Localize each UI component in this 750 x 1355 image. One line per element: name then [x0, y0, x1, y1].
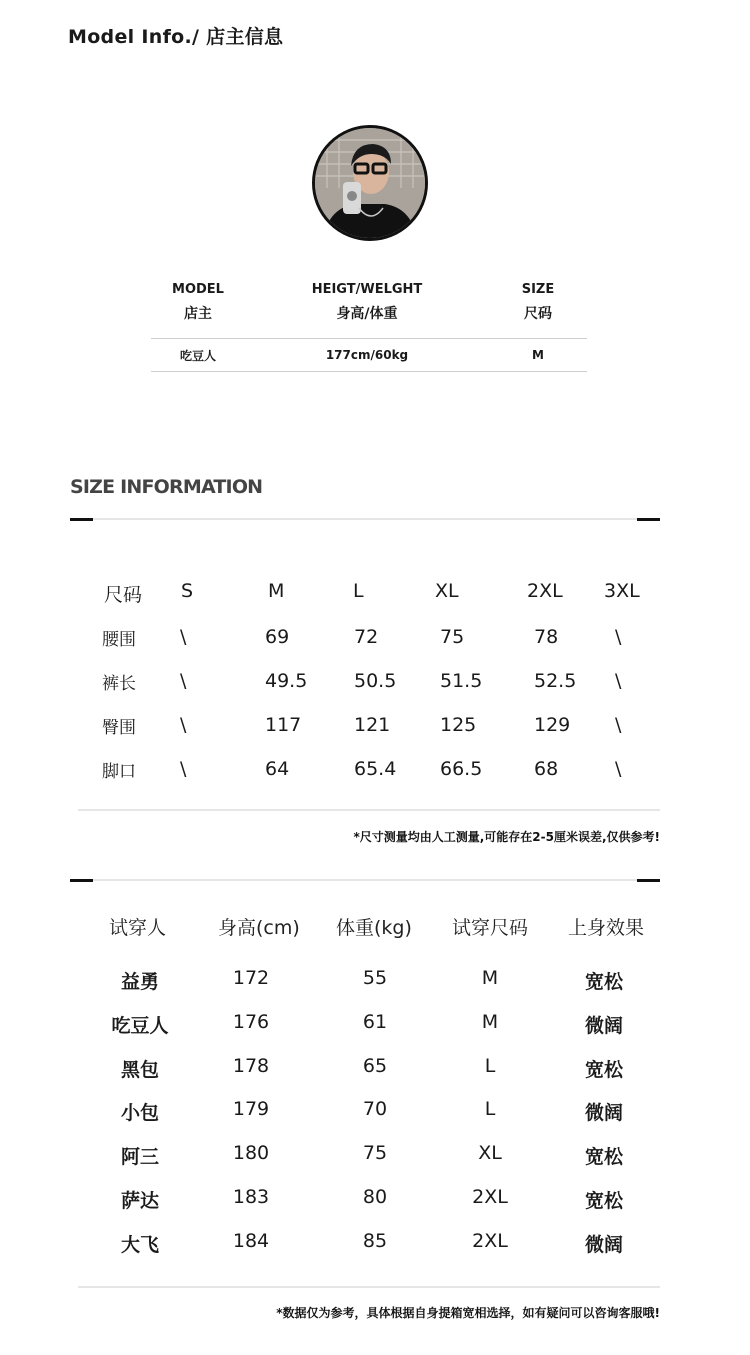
header-en: HEIGT/WELGHT: [311, 282, 423, 297]
divider: [70, 518, 660, 520]
size-cell: 64: [265, 758, 290, 780]
size-cell: \: [615, 626, 622, 648]
size-header-s: S: [181, 580, 194, 602]
size-cell: 78: [534, 626, 559, 648]
tryon-fit: 宽松: [584, 1058, 623, 1081]
size-cell: 65.4: [354, 758, 397, 780]
tryon-fit: 微阔: [584, 1233, 623, 1256]
size-header-label: 尺码: [104, 584, 143, 606]
divider-cap-right: [637, 879, 660, 882]
size-cell: 51.5: [440, 670, 483, 692]
size-cell: 52.5: [534, 670, 577, 692]
size-cell: 117: [265, 714, 302, 736]
tryon-header-size: 试穿尺码: [452, 917, 529, 939]
tryon-note: *数据仅为参考，具体根据自身提箱宽相选择，如有疑问可以咨询客服哦!: [276, 1306, 660, 1320]
tryon-height: 183: [232, 1186, 270, 1208]
divider-cap-right: [637, 518, 660, 521]
tryon-height: 184: [232, 1229, 270, 1252]
size-information-title: SIZE INFORMATION: [70, 476, 263, 498]
size-cell: \: [180, 626, 187, 648]
tryon-height: 179: [232, 1098, 270, 1121]
tryon-height: 180: [232, 1142, 270, 1165]
header-en: SIZE: [521, 282, 555, 297]
tryon-weight: 80: [362, 1186, 388, 1208]
tryon-header-weight: 体重(kg): [336, 917, 412, 939]
tryon-size: M: [481, 1010, 499, 1033]
size-cell: \: [180, 670, 187, 692]
tryon-name: 大飞: [120, 1233, 159, 1256]
size-cell: \: [615, 758, 622, 780]
model-name: 吃豆人: [179, 348, 216, 363]
tryon-size: L: [484, 1098, 496, 1121]
tryon-name: 益勇: [120, 971, 159, 993]
model-header-cell: [151, 280, 245, 338]
tryon-size: 2XL: [472, 1229, 508, 1252]
tryon-size: L: [484, 1054, 496, 1077]
header-cn: 尺码: [524, 306, 552, 322]
tryon-size: M: [481, 967, 499, 989]
size-header-3xl: 3XL: [604, 580, 640, 602]
size-cell: 49.5: [265, 670, 308, 692]
size-cell: 50.5: [354, 670, 397, 692]
size-row-label: 腰围: [102, 630, 136, 650]
tryon-size: XL: [478, 1142, 502, 1165]
header-en: MODEL: [172, 282, 224, 297]
tryon-fit: 微阔: [584, 1014, 623, 1037]
size-cell: 121: [354, 714, 391, 736]
header-cn: 身高/体重: [336, 306, 398, 322]
divider: [70, 879, 660, 881]
tryon-weight: 85: [362, 1229, 388, 1252]
size-note: *尺寸测量均由人工测量,可能存在2-5厘米误差,仅供参考!: [353, 830, 660, 844]
tryon-weight: 70: [362, 1098, 388, 1121]
size-header-m: M: [268, 580, 285, 602]
tryon-weight: 65: [362, 1054, 388, 1077]
tryon-fit: 宽松: [584, 971, 623, 993]
size-cell: 125: [440, 714, 477, 736]
size-cell: \: [615, 714, 622, 736]
model-table-header: [151, 280, 587, 339]
size-header-xl: XL: [435, 580, 459, 602]
model-size: M: [532, 348, 544, 362]
size-header-cell: [489, 280, 587, 338]
model-photo-icon: [315, 128, 425, 238]
tryon-fit: 微阔: [584, 1102, 623, 1125]
tryon-weight: 55: [362, 967, 388, 989]
model-height-weight: 177cm/60kg: [325, 348, 409, 362]
tryon-height: 178: [232, 1054, 270, 1077]
size-cell: 68: [534, 758, 559, 780]
size-cell: 129: [534, 714, 571, 736]
tryon-header-height: 身高(cm): [218, 917, 300, 939]
size-cell: 69: [265, 626, 290, 648]
model-info-table: [151, 280, 587, 372]
page-title: Model Info./ 店主信息: [68, 26, 284, 48]
size-cell: 75: [440, 626, 465, 648]
size-header-2xl: 2XL: [527, 580, 563, 602]
tryon-name: 吃豆人: [111, 1014, 169, 1037]
model-avatar: [312, 125, 428, 241]
tryon-header-fit: 上身效果: [568, 917, 645, 939]
divider: [78, 809, 660, 811]
tryon-height: 172: [232, 967, 270, 989]
model-table-row: [151, 339, 587, 372]
size-cell: \: [180, 758, 187, 780]
tryon-name: 小包: [120, 1102, 159, 1125]
divider-cap-left: [70, 879, 93, 882]
size-row-label: 臀围: [102, 718, 136, 738]
size-cell: \: [615, 670, 622, 692]
tryon-height: 176: [232, 1010, 270, 1033]
size-row-label: 脚口: [102, 762, 136, 782]
size-cell: 66.5: [440, 758, 483, 780]
tryon-name: 萨达: [120, 1190, 159, 1212]
size-header-l: L: [353, 580, 364, 602]
tryon-header-person: 试穿人: [109, 917, 167, 939]
tryon-size: 2XL: [472, 1186, 508, 1208]
size-row-label: 裤长: [102, 674, 136, 694]
size-cell: 72: [354, 626, 379, 648]
hw-header-cell: [245, 280, 489, 338]
tryon-weight: 61: [362, 1010, 388, 1033]
divider-cap-left: [70, 518, 93, 521]
header-cn: 店主: [184, 306, 212, 322]
tryon-weight: 75: [362, 1142, 388, 1165]
tryon-fit: 宽松: [584, 1146, 623, 1169]
divider: [78, 1286, 660, 1288]
size-cell: \: [180, 714, 187, 736]
tryon-name: 黑包: [120, 1058, 159, 1081]
tryon-fit: 宽松: [584, 1190, 623, 1212]
tryon-name: 阿三: [120, 1146, 159, 1169]
